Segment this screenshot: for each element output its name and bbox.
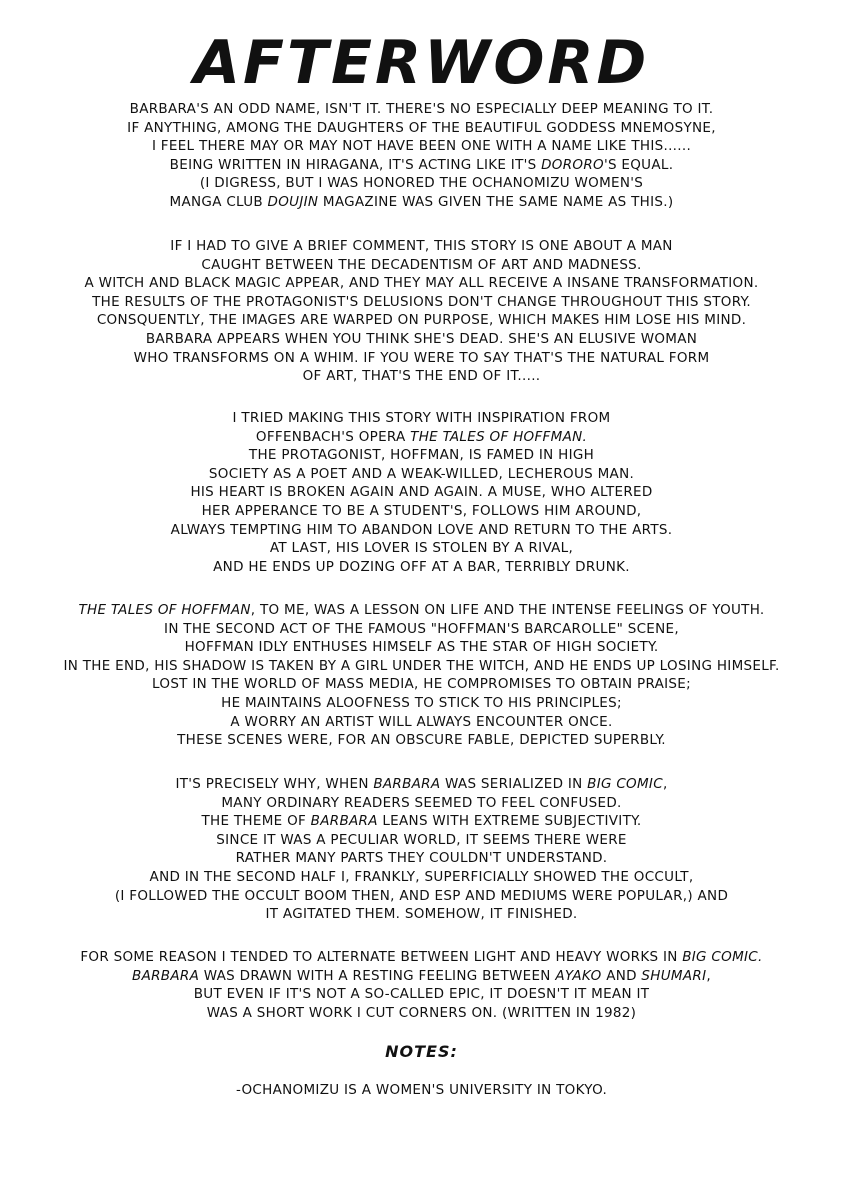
text-line [0,601,843,620]
text-segment: BEING WRITTEN IN HIRAGANA, IT'S ACTING LIKE IT'S [169,156,542,173]
text-segment: RATHER MANY PARTS THEY COULDN'T UNDERSTAND. [235,850,608,867]
text-segment: , [706,967,711,984]
text-line [0,311,843,330]
text-segment: MANY ORDINARY READERS SEEMED TO FEEL CONFUSED. [221,794,622,811]
text-segment: BUT EVEN IF IT'S NOT A SO-CALLED EPIC, IT DOESN'T IT MEAN IT [193,986,650,1003]
text-line [0,948,843,967]
text-line [0,675,843,694]
text-segment: SINCE IT WAS A PECULIAR WORLD, IT SEEMS THERE WERE [216,831,627,848]
text-segment: SOCIETY AS A POET AND A WEAK-WILLED, LECHEROUS MAN. [208,465,635,482]
text-line [0,985,843,1004]
text-line [0,502,843,521]
text-segment: MANGA CLUB [169,193,268,210]
text-segment: IT'S PRECISELY WHY, WHEN [175,776,374,792]
text-segment: IT AGITATED THEM. SOMEHOW, IT FINISHED. [265,906,578,923]
text-segment: (I DIGRESS, BUT I WAS HONORED THE OCHANOMIZU WOMEN'S [199,175,644,192]
text-segment: BARBARA'S AN ODD NAME, ISN'T IT. THERE'S NO ESPECIALLY DEEP MEANING TO IT. [129,101,714,117]
text-segment: WHO TRANSFORMS ON A WHIM. IF YOU WERE TO SAY THAT'S THE NATURAL FORM [133,349,710,366]
paragraph-tales-of-hoffman [0,601,843,750]
italic-title-segment: BARBARA [310,813,378,830]
text-segment: I FEEL THERE MAY OR MAY NOT HAVE BEEN ONE WITH A NAME LIKE THIS...... [151,138,692,155]
text-line [0,446,843,465]
text-segment: WAS A SHORT WORK I CUT CORNERS ON. (WRITTEN IN 1982) [206,1004,637,1021]
text-segment: WAS SERIALIZED IN [440,776,588,792]
text-line [0,119,843,138]
text-segment: AND HE ENDS UP DOZING OFF AT A BAR, TERRIBLY DRUNK. [213,558,630,575]
text-segment: IN THE SECOND ACT OF THE FAMOUS "HOFFMAN'S BARCAROLLE" SCENE, [164,620,679,637]
text-segment: HE MAINTAINS ALOOFNESS TO STICK TO HIS PRINCIPLES; [221,694,622,711]
text-line [0,367,843,386]
text-segment: AND IN THE SECOND HALF I, FRANKLY, SUPERFICIALLY SHOWED THE OCCULT, [149,868,694,885]
text-segment: 'S EQUAL. [603,156,674,173]
text-line [0,330,843,349]
text-segment: THE THEME OF [201,813,311,830]
text-segment: CONSQUENTLY, THE IMAGES ARE WARPED ON PURPOSE, WHICH MAKES HIM LOSE HIS MIND. [96,312,747,329]
text-segment: IF ANYTHING, AMONG THE DAUGHTERS OF THE BEAUTIFUL GODDESS MNEMOSYNE, [127,119,716,136]
text-segment: HER APPERANCE TO BE A STUDENT'S, FOLLOWS HIM AROUND, [201,502,642,519]
italic-title-segment: DORORO [541,156,604,173]
italic-title-segment: AYAKO [555,967,602,984]
text-line [0,256,843,275]
text-line [0,539,843,558]
text-line [0,887,843,906]
paragraph-inspiration [0,409,843,576]
text-line [0,409,843,428]
text-segment: A WITCH AND BLACK MAGIC APPEAR, AND THEY MAY ALL RECEIVE A INSANE TRANSFORMATION. [84,275,759,292]
italic-title-segment: DOUJIN [267,193,319,210]
text-segment: , [662,776,668,792]
text-segment: I TRIED MAKING THIS STORY WITH INSPIRATION FROM [232,410,611,426]
page-title: AFTERWORD [193,28,650,98]
text-segment: THESE SCENES WERE, FOR AN OBSCURE FABLE, DEPICTED SUPERBLY. [177,732,666,749]
text-line [0,967,843,986]
text-line [0,521,843,540]
text-line [0,1004,843,1023]
text-segment: OF ART, THAT'S THE END OF IT..... [302,368,541,385]
text-line [0,657,843,676]
text-line [0,713,843,732]
text-segment: BARBARA APPEARS WHEN YOU THINK SHE'S DEAD. SHE'S AN ELUSIVE WOMAN [145,330,698,347]
note-item: -OCHANOMIZU IS A WOMEN'S UNIVERSITY IN TOKYO. [235,1082,608,1098]
text-segment: OFFENBACH'S OPERA [255,428,411,445]
text-line [0,174,843,193]
text-segment: LEANS WITH EXTREME SUBJECTIVITY. [377,813,642,830]
text-segment: IF I HAD TO GIVE A BRIEF COMMENT, THIS STORY IS ONE ABOUT A MAN [170,238,673,254]
paragraph-big-comic [0,948,843,1022]
italic-title-segment: BIG COMIC [587,776,663,792]
italic-title-segment: THE TALES OF HOFFMAN. [410,428,588,445]
italic-title-segment: BIG COMIC. [682,949,763,965]
text-line [0,274,843,293]
text-line [0,193,843,212]
text-segment: FOR SOME REASON I TENDED TO ALTERNATE BETWEEN LIGHT AND HEAVY WORKS IN [80,949,683,965]
text-segment: MAGAZINE WAS GIVEN THE SAME NAME AS THIS.) [318,193,674,210]
text-line [0,775,843,794]
text-line [0,638,843,657]
text-line [0,905,843,924]
text-segment: IN THE END, HIS SHADOW IS TAKEN BY A GIRL UNDER THE WITCH, AND HE ENDS UP LOSING HIMSELF. [63,657,780,674]
italic-title-segment: SHUMARI [641,967,707,984]
text-line [0,428,843,447]
text-line [0,812,843,831]
text-line [0,731,843,750]
paragraph-barbara-name [0,100,843,212]
text-segment: ALWAYS TEMPTING HIM TO ABANDON LOVE AND RETURN TO THE ARTS. [170,521,673,538]
italic-title-segment: THE TALES OF HOFFMAN [78,602,251,618]
text-line [0,620,843,639]
italic-title-segment: BARBARA [132,967,200,984]
text-line [0,100,843,119]
text-line [0,465,843,484]
text-segment: HOFFMAN IDLY ENTHUSES HIMSELF AS THE STAR OF HIGH SOCIETY. [184,639,659,656]
text-segment: THE RESULTS OF THE PROTAGONIST'S DELUSIONS DON'T CHANGE THROUGHOUT THIS STORY. [92,293,751,310]
text-line [0,156,843,175]
text-segment: (I FOLLOWED THE OCCULT BOOM THEN, AND ESP AND MEDIUMS WERE POPULAR,) AND [114,887,729,904]
notes-heading: NOTES: [385,1042,458,1061]
text-segment: AT LAST, HIS LOVER IS STOLEN BY A RIVAL, [269,540,574,557]
text-segment: WAS DRAWN WITH A RESTING FEELING BETWEEN [199,967,556,984]
text-line [0,849,843,868]
text-line [0,293,843,312]
text-segment: A WORRY AN ARTIST WILL ALWAYS ENCOUNTER ONCE. [230,713,613,730]
text-line [0,694,843,713]
text-segment: , TO ME, WAS A LESSON ON LIFE AND THE INTENSE FEELINGS OF YOUTH. [250,602,765,618]
italic-title-segment: BARBARA [373,776,441,792]
text-segment: THE PROTAGONIST, HOFFMAN, IS FAMED IN HIGH [248,447,595,464]
paragraph-brief-comment [0,237,843,386]
text-line [0,868,843,887]
text-line [0,237,843,256]
text-line [0,483,843,502]
text-line [0,137,843,156]
text-line [0,558,843,577]
text-segment: AND [601,967,642,984]
text-segment: CAUGHT BETWEEN THE DECADENTISM OF ART AND MADNESS. [201,256,642,273]
text-line [0,794,843,813]
text-line [0,349,843,368]
paragraph-serialization [0,775,843,924]
text-segment: LOST IN THE WORLD OF MASS MEDIA, HE COMPROMISES TO OBTAIN PRAISE; [152,676,691,693]
text-line [0,831,843,850]
text-segment: HIS HEART IS BROKEN AGAIN AND AGAIN. A MUSE, WHO ALTERED [190,484,653,501]
